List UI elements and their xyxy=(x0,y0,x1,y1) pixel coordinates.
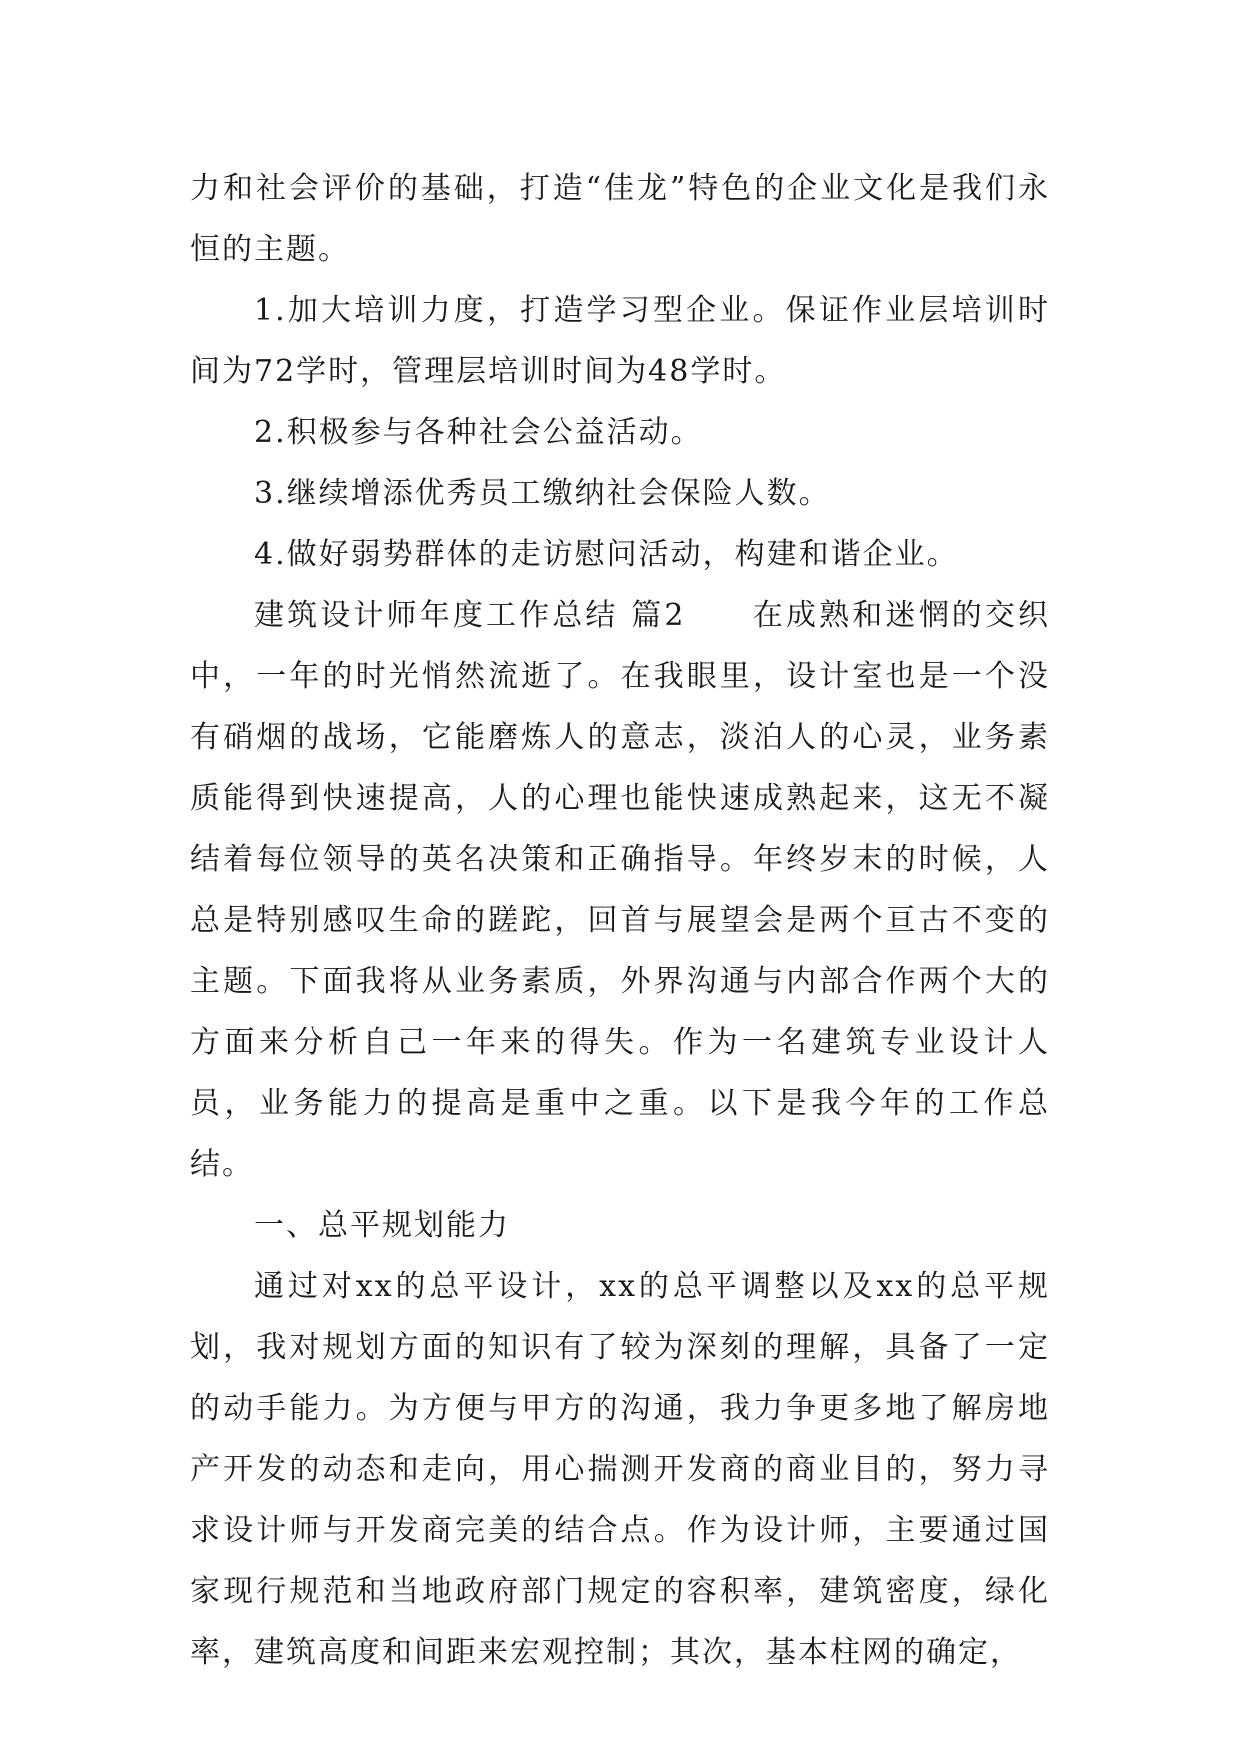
list-item-1: 1.加大培训力度，打造学习型企业。保证作业层培训时间为72学时，管理层培训时间为48学时。 xyxy=(190,293,1050,389)
section-intro-paragraph: 建筑设计师年度工作总结 篇2 在成熟和迷惘的交织中，一年的时光悄然流逝了。在我眼里，设计室也是一个没有硝烟的战场，它能磨炼人的意志，淡泊人的心灵，业务素质能得到快速提高，人的心理也能快速成熟起来，这无不凝结着每位领导的英名决策和正确指导。年终岁末的时候，人总是特别感叹生命的蹉跎，回首与展望会是两个亘古不变的主题。下面我将从业务素质，外界沟通与内部合作两个大的方面来分析自己一年来的得失。作为一名建筑专业设计人员，业务能力的提高是重中之重。以下是我今年的工作总结。 xyxy=(190,598,1050,1182)
list-item-3: 3.继续增添优秀员工缴纳社会保险人数。 xyxy=(254,476,831,511)
list-item-4: 4.做好弱势群体的走访慰问活动，构建和谐企业。 xyxy=(254,537,959,572)
document-body xyxy=(190,158,1050,1683)
paragraph-continuation: 力和社会评价的基础，打造“佳龙”特色的企业文化是我们永恒的主题。 xyxy=(190,171,1050,267)
section-heading: 一、总平规划能力 xyxy=(254,1208,510,1243)
list-item-2: 2.积极参与各种社会公益活动。 xyxy=(254,415,703,450)
body-paragraph: 通过对xx的总平设计，xx的总平调整以及xx的总平规划，我对规划方面的知识有了较为深刻的理解，具备了一定的动手能力。为方便与甲方的沟通，我力争更多地了解房地产开发的动态和走向，用心揣测开发商的商业目的，努力寻求设计师与开发商完美的结合点。作为设计师，主要通过国家现行规范和当地政府部门规定的容积率，建筑密度，绿化率，建筑高度和间距来宏观控制；其次，基本柱网的确定， xyxy=(190,1269,1050,1670)
